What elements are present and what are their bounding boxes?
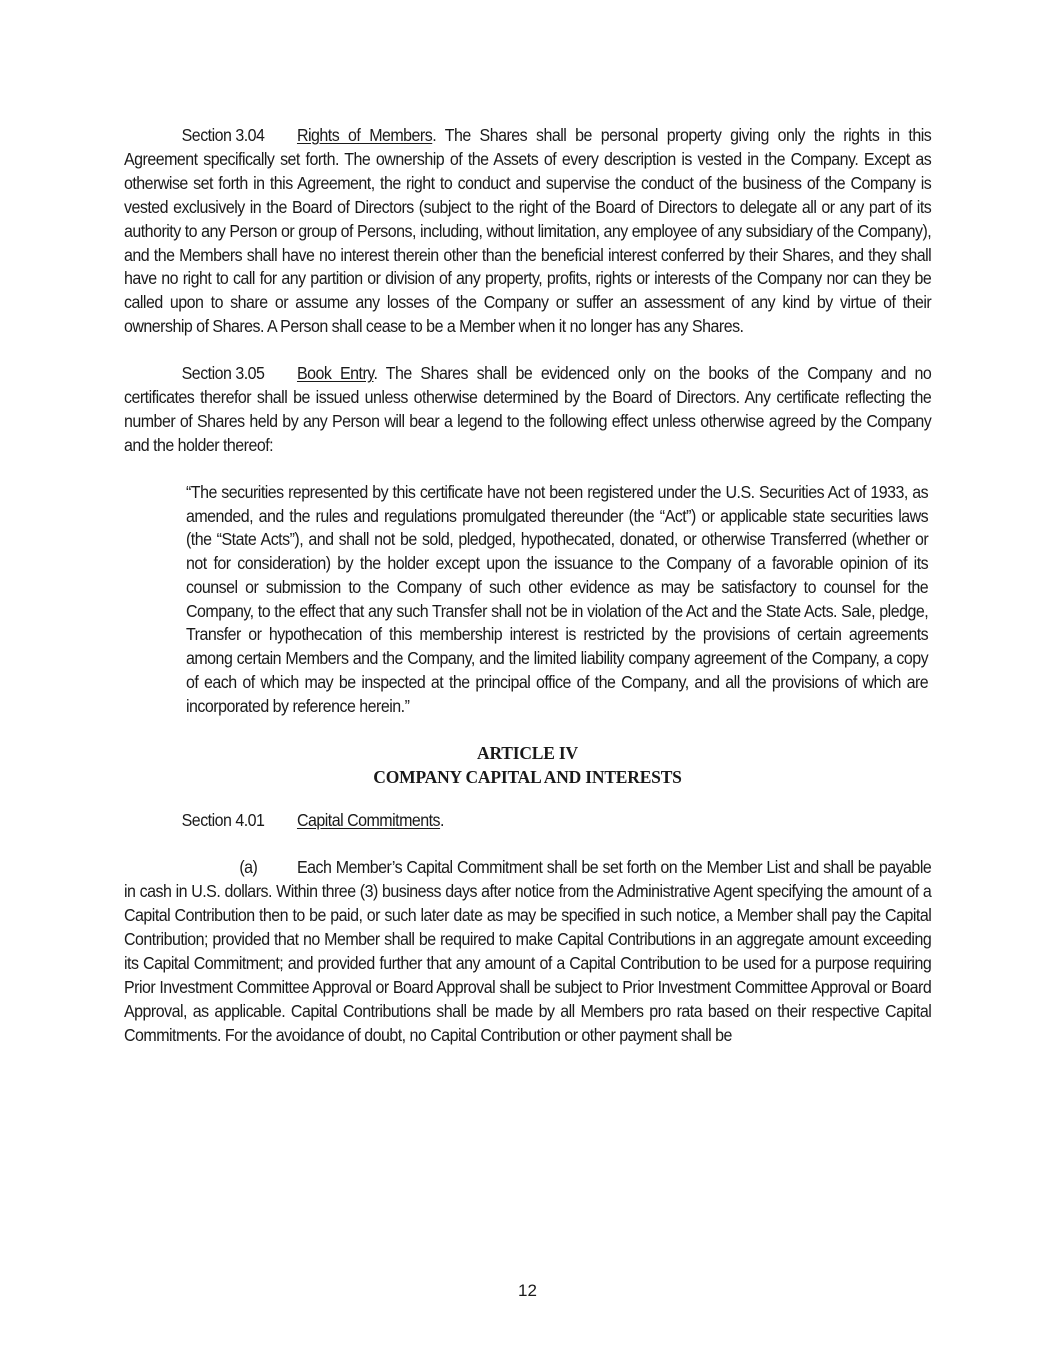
document-page [124,124,931,1070]
section-number: Section 4.01 [181,810,265,831]
page-number: 12 [518,1281,537,1300]
article-title: COMPANY CAPITAL AND INTERESTS [373,767,682,788]
section-3-05 [124,362,931,458]
article-heading [124,741,931,789]
article-number: ARTICLE IV [477,743,578,764]
section-4-01 [124,809,931,833]
certificate-legend-quote: “The securities represented by this certificate have not been registered under the U.S. Securities Act of 1933, as amended, and the rules and regulations promulgated thereunder (the “Act”) or applicable state securities laws (the “State Acts”), and shall not be sold, pledged, hypothecated, donated, or otherwise Transferred (whether or not for consideration) by the holder except upon the issuance to the Company of a favorable opinion of its counsel or submission to the Company of such other evidence as may be satisfactory to counsel for the Company, to the effect that any such Transfer shall not be in violation of the Act and the State Acts. Sale, pledge, Transfer or hypothecation of this membership interest is restricted by the provisions of certain agreements among certain Members and the Company, and the limited liability company agreement of the Company, a copy of each of which may be inspected at the principal office of the Company, and all the provisions of which are incorporated by reference herein.” [186,481,929,716]
section-trailing: . [440,810,444,831]
section-title: Book Entry [296,363,374,384]
subsection-body: Each Member’s Capital Commitment shall be set forth on the Member List and shall be payable in cash in U.S. dollars. Within three (3) business days after notice from the Administrative Agent specifying the amount of a Capital Contribution then to be paid, or such later date as may be specified in such notice, a Member shall pay the Capital Contribution; provided that no Member shall be required to make Capital Contributions in an aggregate amount exceeding its Capital Commitment; and provided further that any amount of a Capital Contribution to be used for a purpose requiring Prior Investment Committee Approval or Board Approval shall be subject to Prior Investment Committee Approval or Board Approval, as applicable. Capital Contributions shall be made by all Members pro rata based on their respective Capital Commitments. For the avoidance of doubt, no Capital Contribution or other payment shall be [124,857,932,1045]
section-number: Section 3.04 [181,125,265,145]
section-body: . The Shares shall be evidenced only on the books of the Company and no certificates therefor shall be issued unless otherwise determined by the Board of Directors. Any certificate reflecting the number of Shares held by any Person will bear a legend to the following effect unless otherwise agreed by the Company and the holder thereof: [124,363,932,455]
section-3-04 [124,124,931,339]
section-4-01-a [124,856,931,1047]
section-body: . The Shares shall be personal property giving only the rights in this Agreement specifically set forth. The ownership of the Assets of every description is vested in the Company. Except as otherwise set forth in this Agreement, the right to conduct and supervise the conduct of the business of the Company is vested exclusively in the Board of Directors (subject to the right of the Board of Directors to delegate all or any part of its authority to any Person or group of Persons, including, without limitation, any employee of any subsidiary of the Company), and the Members shall have no interest therein other than the beneficial interest conferred by their Shares, and they shall have no right to call for any partition or division of any property, profits, rights or interests of the Company nor can they be called upon to share or assume any losses of the Company or suffer an assessment of any kind by virtue of their ownership of Shares. A Person shall cease to be a Member when it no longer has any Shares. [124,125,932,337]
section-title: Capital Commitments [296,810,441,831]
section-title: Rights of Members [296,125,433,145]
section-number: Section 3.05 [181,363,265,384]
subsection-label: (a) [239,857,258,878]
